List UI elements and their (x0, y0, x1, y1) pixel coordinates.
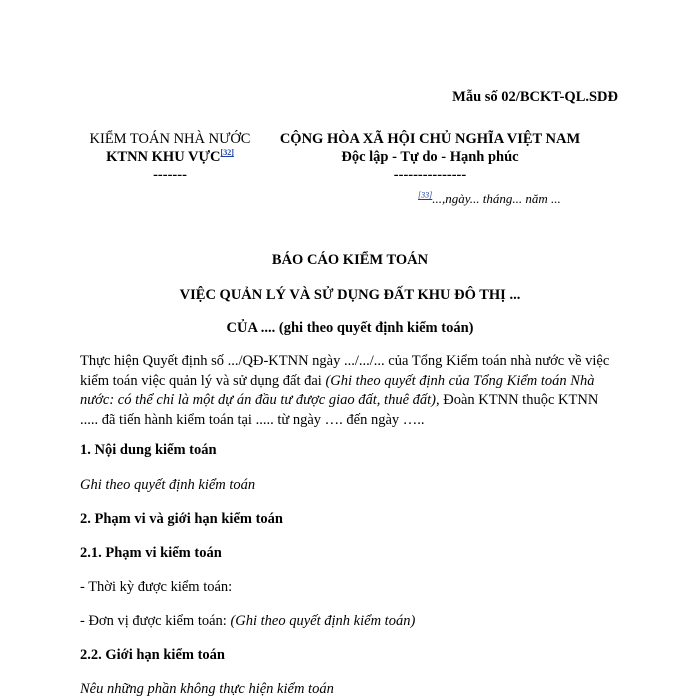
regional-agency-name: KTNN KHU VỰC (106, 149, 221, 165)
section-1-heading: 1. Nội dung kiểm toán (80, 442, 217, 458)
section-2-1-heading: 2.1. Phạm vi kiểm toán (80, 545, 222, 561)
date-line (418, 191, 561, 207)
footnote-ref-32[interactable]: [32] (220, 148, 234, 158)
section-2-1-item-entity (80, 613, 415, 630)
date-text: ...,ngày... tháng... năm ... (432, 191, 561, 206)
section-2-1-item-period: - Thời kỳ được kiểm toán: (80, 579, 233, 595)
report-title: BÁO CÁO KIỂM TOÁN (271, 252, 429, 268)
footnote-ref-33[interactable]: [33] (418, 190, 433, 200)
section-2-heading: 2. Phạm vi và giới hạn kiểm toán (80, 511, 283, 527)
form-code: Mẫu số 02/BCKT-QL.SDĐ (452, 89, 618, 105)
intro-text-1: Thực hiện Quyết định số .../QĐ-KTNN ngày .../.../... của Tổng Kiểm toán nhà nước về việc kiểm toán việc quản lý và sử dụng đất đai (80, 353, 610, 389)
section-2-2-body: Nêu những phần không thực hiện kiểm toán (80, 681, 334, 697)
issuing-agency-header (80, 130, 260, 184)
agency-name: KIỂM TOÁN NHÀ NƯỚC (89, 131, 251, 147)
section-2-2-heading: 2.2. Giới hạn kiểm toán (80, 647, 225, 663)
intro-text-note: (Ghi theo quyết định của Tổng Kiểm toán Nhà nước: có thể chỉ là một dự án đầu tư được giao đất, thuê đất) (80, 372, 595, 408)
report-entity: CỦA .... (ghi theo quyết định kiểm toán) (226, 320, 474, 336)
motto: Độc lập - Tự do - Hạnh phúc (341, 149, 519, 165)
entity-note: (Ghi theo quyết định kiểm toán) (230, 613, 416, 629)
report-subject: VIỆC QUẢN LÝ VÀ SỬ DỤNG ĐẤT KHU ĐÔ THỊ ... (179, 287, 521, 303)
intro-paragraph (80, 352, 620, 430)
section-1-body: Ghi theo quyết định kiểm toán (80, 477, 256, 493)
regional-agency (80, 148, 260, 166)
intro-text-2: , Đoàn KTNN thuộc KTNN ..... đã tiến hành kiểm toán tại ..... từ ngày …. đến ngày ….. (80, 392, 599, 428)
agency-rule: ------- (153, 167, 187, 183)
national-header (265, 130, 595, 184)
motto-rule: --------------- (393, 167, 467, 183)
entity-label: - Đơn vị được kiểm toán: (80, 613, 231, 629)
country-name: CỘNG HÒA XÃ HỘI CHỦ NGHĨA VIỆT NAM (279, 131, 581, 147)
